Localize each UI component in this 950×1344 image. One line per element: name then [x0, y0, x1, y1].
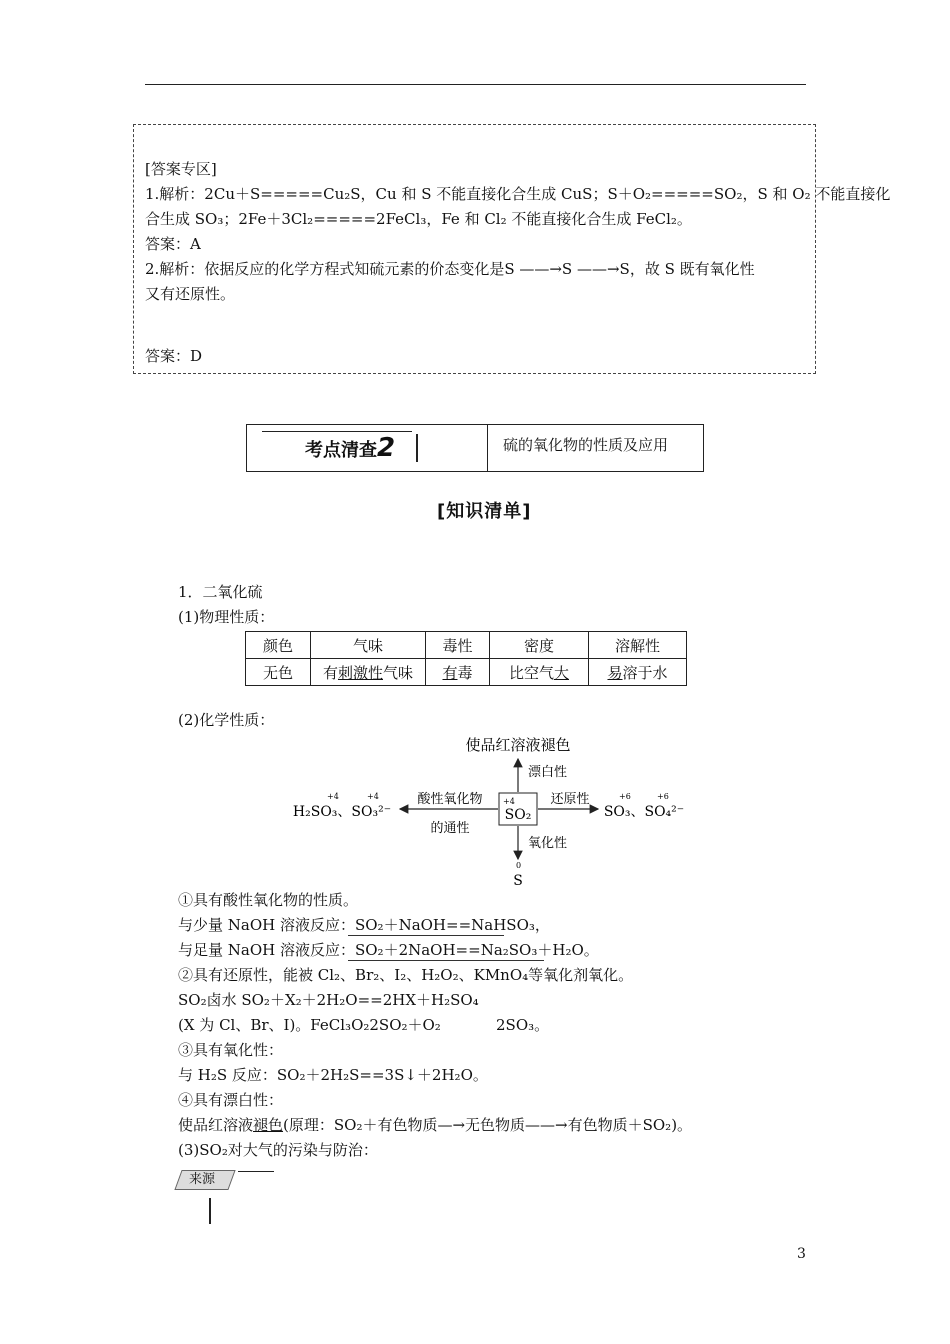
header-rule	[145, 84, 806, 85]
cell-toxicity	[426, 659, 490, 686]
reaction-halogen: SO₂卤水 SO₂＋X₂＋2H₂O==2HX＋H₂SO₄	[178, 991, 479, 1009]
answer-2-line-1: 2.解析：依据反应的化学方程式知硫元素的价态变化是S ——→S ——→S，故 S 既有氧化性	[145, 260, 755, 278]
subheading-physical: (1)物理性质：	[178, 608, 275, 626]
table-header-cell: 密度	[490, 632, 589, 659]
left-formula: H₂SO₃、SO₃²⁻	[292, 804, 392, 820]
chem-prop-3: ③具有氧化性：	[178, 1041, 284, 1059]
answer-2-result: 答案：D	[145, 347, 203, 365]
reaction-fecl3-a: (X 为 Cl、Br、I)。FeCl₃O₂2SO₂＋O₂	[178, 1016, 441, 1034]
source-tag-label: 来源	[189, 1172, 216, 1187]
reaction-h2s: 与 H₂S 反应：SO₂＋2H₂S==3S↓＋2H₂O。	[178, 1066, 488, 1084]
right-ox-state-2: +6	[657, 792, 669, 801]
cell-text: 比空气	[508, 663, 554, 682]
page-number: 3	[797, 1246, 806, 1262]
diagram-up-label: 漂白性	[528, 765, 568, 780]
answer-1-result: 答案：A	[145, 235, 201, 253]
section-title: 硫的氧化物的性质及应用	[503, 436, 669, 454]
left-ox-state-2: +4	[367, 792, 379, 801]
cell-density	[490, 659, 589, 686]
cell-underlined: 刺激性	[337, 663, 383, 682]
cell-color: 无色	[246, 659, 311, 686]
bottom-ox-state: 0	[516, 861, 522, 870]
cell-underlined: 易	[607, 663, 623, 682]
cell-solubility	[589, 659, 687, 686]
right-formula: SO₃、SO₄²⁻	[603, 804, 685, 820]
diagram-top-label: 使品红溶液褪色	[465, 736, 571, 754]
table-row	[246, 659, 687, 686]
so2-properties-diagram	[290, 733, 700, 890]
cell-text: 有	[322, 663, 338, 682]
heading-sulfur-dioxide: 1．二氧化硫	[178, 583, 263, 601]
bleaching-line	[178, 1113, 692, 1138]
subheading-pollution: (3)SO₂对大气的污染与防治：	[178, 1141, 378, 1159]
section-tag-number: 2	[377, 433, 396, 463]
cell-text: 溶于水	[622, 663, 668, 682]
knowledge-list-label: [知识清单]	[437, 501, 532, 522]
section-tag-bar	[416, 434, 418, 462]
answer-box-header: [答案专区]	[145, 160, 217, 178]
equation-underline	[348, 960, 544, 961]
cell-smell	[311, 659, 426, 686]
section-divider	[487, 424, 488, 472]
table-header-cell: 颜色	[246, 632, 311, 659]
diagram-right-label: 还原性	[550, 792, 590, 807]
subheading-chemical: (2)化学性质：	[178, 711, 275, 729]
underlined-text: 褪色	[253, 1116, 284, 1134]
physical-properties-table	[245, 631, 687, 686]
table-header-cell: 毒性	[426, 632, 490, 659]
answer-1-line-1: 1.解析：2Cu＋S=====Cu₂S，Cu 和 S 不能直接化合生成 CuS；S＋O₂=====SO₂，S 和 O₂ 不能直接化	[145, 185, 891, 203]
text: 使品红溶液	[178, 1116, 254, 1134]
reaction-naoh-small: 与少量 NaOH 溶液反应：SO₂＋NaOH==NaHSO₃，	[178, 916, 550, 934]
right-ox-state-1: +6	[619, 792, 631, 801]
text: (原理：SO₂＋有色物质—→无色物质——→有色物质＋SO₂)。	[283, 1116, 693, 1134]
left-ox-state-1: +4	[327, 792, 339, 801]
chem-prop-2: ②具有还原性，能被 Cl₂、Br₂、I₂、H₂O₂、KMnO₄等氧化剂氧化。	[178, 966, 634, 984]
chem-prop-4: ④具有漂白性：	[178, 1091, 284, 1109]
cell-text: 毒	[457, 663, 473, 682]
answer-box	[133, 124, 816, 374]
chem-prop-1: ①具有酸性氧化物的性质。	[178, 891, 359, 909]
table-header-row	[246, 632, 687, 659]
reaction-naoh-excess: 与足量 NaOH 溶液反应：SO₂＋2NaOH==Na₂SO₃＋H₂O。	[178, 941, 599, 959]
diagram-left-label-1: 酸性氧化物	[417, 792, 483, 807]
table-header-cell: 气味	[311, 632, 426, 659]
bottom-formula: S	[513, 873, 523, 889]
cell-underlined: 大	[554, 663, 570, 682]
center-ox-state: +4	[503, 797, 515, 806]
source-tag	[174, 1170, 235, 1190]
reaction-fecl3-b: 2SO₃。	[496, 1016, 550, 1034]
source-tag-line	[238, 1171, 274, 1172]
center-formula: SO₂	[504, 807, 532, 823]
section-tag-rule	[262, 431, 412, 432]
cell-text: 气味	[383, 663, 414, 682]
source-vertical-bar	[209, 1198, 211, 1224]
section-tag	[305, 433, 395, 466]
section-tag-text: 考点清查	[305, 440, 377, 461]
diagram-left-label-2: 的通性	[430, 821, 470, 836]
equation-underline	[348, 935, 504, 936]
diagram-down-label: 氧化性	[528, 836, 568, 851]
table-header-cell: 溶解性	[589, 632, 687, 659]
answer-2-line-2: 又有还原性。	[145, 285, 236, 303]
cell-underlined: 有	[442, 663, 458, 682]
answer-1-line-2: 合生成 SO₃；2Fe＋3Cl₂=====2FeCl₃，Fe 和 Cl₂ 不能直接化合生成 FeCl₂。	[145, 210, 692, 228]
